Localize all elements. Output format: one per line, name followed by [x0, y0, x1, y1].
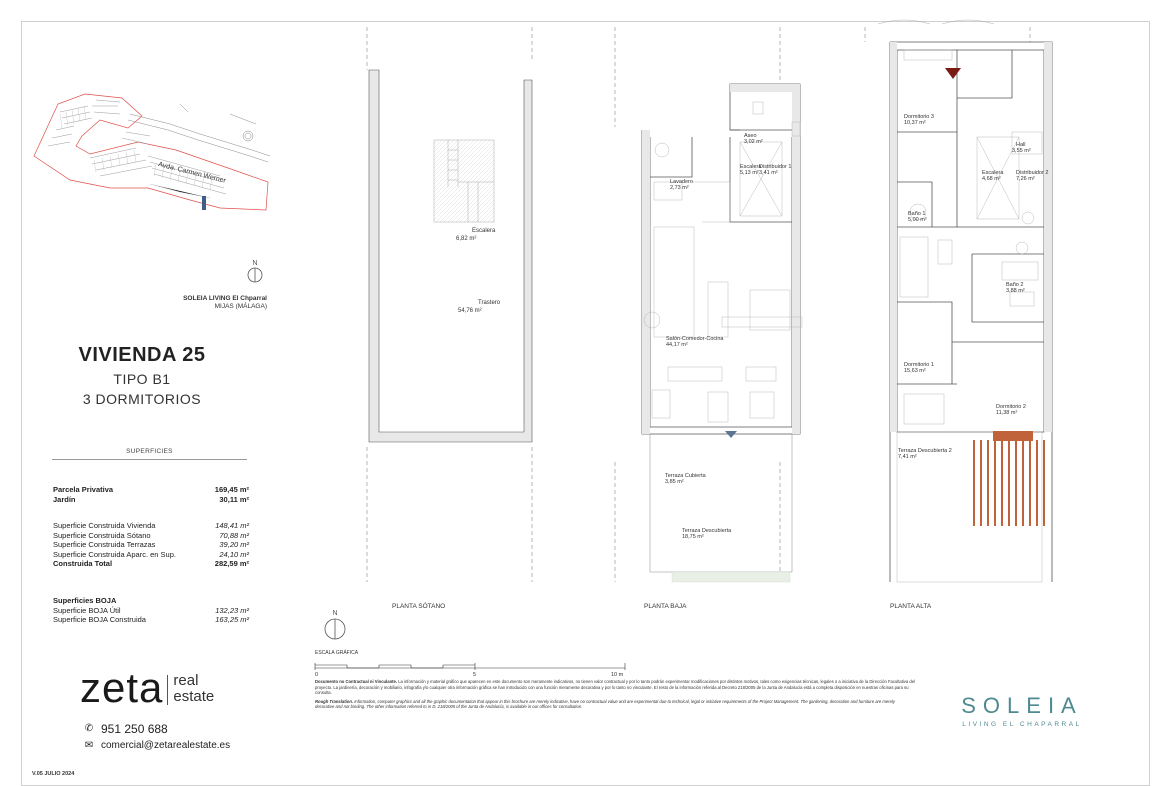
- zeta-logo: zeta real estate: [80, 664, 215, 711]
- room-area: 4,68 m²: [982, 176, 1001, 182]
- room-label: Baño 1: [908, 211, 926, 217]
- room-label: Dormitorio 2: [996, 404, 1026, 410]
- graphic-scale: ESCALA GRÁFICA 0 5 10 m: [315, 650, 635, 680]
- entry-arrow-icon: [725, 431, 737, 438]
- surface-row: Superficie Construida Aparc. en Sup. 24,10 m²: [53, 549, 249, 559]
- unit-name: VIVIENDA 25: [78, 344, 206, 366]
- phone-number: 951 250 688: [101, 721, 168, 736]
- room-area: 44,17 m²: [666, 342, 688, 348]
- location-label: SOLEIA LIVING El Chparral MIJAS (MÁLAGA): [183, 295, 267, 310]
- street-label: Avda. Carmen Werner: [157, 161, 227, 185]
- scale-bar: [315, 658, 635, 678]
- room-area: 7,26 m²: [1016, 176, 1035, 182]
- plan-upper: [865, 20, 1052, 610]
- room-label: Terraza Cubierta: [665, 473, 706, 479]
- email-address: comercial@zetarealestate.es: [101, 740, 231, 751]
- surfaces-header: SUPERFICIES: [126, 448, 173, 455]
- room-area: 5,00 m²: [908, 217, 927, 223]
- room-area: 6,82 m²: [456, 236, 477, 242]
- contact-info: [83, 720, 230, 754]
- room-area: 18,75 m²: [682, 534, 704, 540]
- room-label: Escalera: [982, 170, 1004, 176]
- boja-header: Superficies BOJA: [53, 596, 117, 605]
- mail-icon: ✉: [84, 740, 94, 751]
- room-label: Trastero: [478, 300, 501, 306]
- room-label: Escalera: [740, 164, 762, 170]
- svg-text:0: 0: [315, 672, 319, 678]
- svg-text:5: 5: [473, 672, 477, 678]
- legal-disclaimer: Documento no Contractual ni Vinculante. La información y material gráfico que aparecen en este documento son meramente indicativos, no tienen valor contractual y por lo tanto podrán experimentar modificaciones por distintos motivos, tales como exigencias técnicas, legales o a iniciativa de la Dirección Facultativa del proyecto. La jardinería, decoración y mobiliario, infografía y/o cualquier otra información gráfica se han introducido con una función meramente decorativa y por lo tanto no vinculante. El resto de la información referida al Decreto 218/2005 de la Junta de Andalucía está a completa disposición en nuestras oficinas para su consulta. Rough Translation. Information, computer graphics and all the graphic documentation that appear in this brochure are merely indicative, have no contractual value and are experimental due to technical, legal or initiative requirements of the Project Management. The gardening, decoration and furniture are merely decorative and not binding. The other information referred to in D. 218/2005 of the Junta de Andalucía, is available in our offices for consultation.: [315, 679, 915, 710]
- room-area: 3,88 m²: [1006, 288, 1025, 294]
- surface-row: Superficie Construida Vivienda 148,41 m²: [53, 521, 249, 530]
- surface-row: Superficie Construida Terrazas 39,20 m²: [53, 540, 249, 549]
- room-label: Salón-Comedor-Cocina: [666, 336, 724, 342]
- room-area: 15,63 m²: [904, 368, 926, 374]
- email-row[interactable]: [83, 737, 230, 754]
- room-area: 3,02 m²: [744, 139, 763, 145]
- unit-25-marker: [202, 196, 206, 210]
- room-area: 3,85 m²: [665, 479, 684, 485]
- room-label: Terraza Descubierta 2: [898, 448, 952, 454]
- room-area: 5,13 m²: [740, 170, 759, 176]
- surface-row: Superficie BOJA Útil 132,23 m²: [53, 605, 249, 615]
- room-label: Dormitorio 1: [904, 362, 934, 368]
- version-label: V.05 JULIO 2024: [32, 771, 75, 777]
- plan-label-upper: PLANTA ALTA: [890, 603, 932, 610]
- room-label: Distribuidor 1: [759, 164, 792, 170]
- svg-text:10 m: 10 m: [611, 672, 624, 678]
- room-label: Escalera: [472, 228, 496, 234]
- site-location-plan: [30, 84, 275, 234]
- entry-marker-icon: [945, 68, 961, 79]
- plan-north-indicator: N: [322, 610, 348, 650]
- surface-row: Superficie Construida Sótano 70,88 m²: [53, 530, 249, 540]
- room-area: 3,41 m²: [759, 170, 778, 176]
- floor-plans: [352, 22, 1052, 610]
- surface-row: Parcela Privativa 169,45 m²: [53, 485, 249, 494]
- surface-row: Superficie BOJA Construida 163,25 m²: [53, 615, 249, 624]
- room-label: Aseo: [744, 133, 757, 139]
- surfaces-group-plot: [53, 485, 249, 504]
- room-label: Baño 2: [1006, 282, 1024, 288]
- plan-ground: [615, 27, 802, 610]
- room-label: Dormitorio 3: [904, 114, 934, 120]
- brochure-sheet: [21, 21, 1150, 786]
- north-arrow-icon: [247, 267, 263, 283]
- unit-title: [52, 344, 232, 407]
- soleia-logo: SOLEIA LIVING EL CHAPARRAL: [961, 693, 1083, 728]
- surfaces-divider: [52, 459, 247, 460]
- room-label: Terraza Descubierta: [682, 528, 732, 534]
- room-label: Hall: [1016, 142, 1026, 148]
- site-north-indicator: N: [245, 260, 265, 294]
- room-area: 10,37 m²: [904, 120, 926, 126]
- plan-basement: [367, 27, 532, 610]
- room-label: Lavadero: [670, 179, 693, 185]
- plan-label-ground: PLANTA BAJA: [644, 603, 687, 610]
- room-area: 7,41 m²: [898, 454, 917, 460]
- room-area: 3,55 m²: [1012, 148, 1031, 154]
- unit-bedrooms: 3 DORMITORIOS: [82, 391, 202, 407]
- surfaces-group-boja: [53, 596, 249, 625]
- plan-label-basement: PLANTA SÓTANO: [392, 603, 446, 610]
- info-column: [22, 22, 277, 785]
- phone-icon: ✆: [84, 723, 94, 734]
- room-area: 54,76 m²: [458, 308, 482, 314]
- phone-row[interactable]: [83, 720, 230, 737]
- surface-row: Jardín 30,11 m²: [53, 494, 249, 504]
- unit-type: TIPO B1: [113, 371, 171, 387]
- surfaces-group-built: [53, 521, 249, 569]
- north-arrow-icon: [323, 617, 347, 641]
- pergola: [974, 432, 1044, 526]
- room-area: 2,73 m²: [670, 185, 689, 191]
- room-label: Distribuidor 2: [1016, 170, 1049, 176]
- surface-total-row: Construida Total 282,59 m²: [53, 559, 249, 568]
- room-area: 11,38 m²: [996, 410, 1018, 416]
